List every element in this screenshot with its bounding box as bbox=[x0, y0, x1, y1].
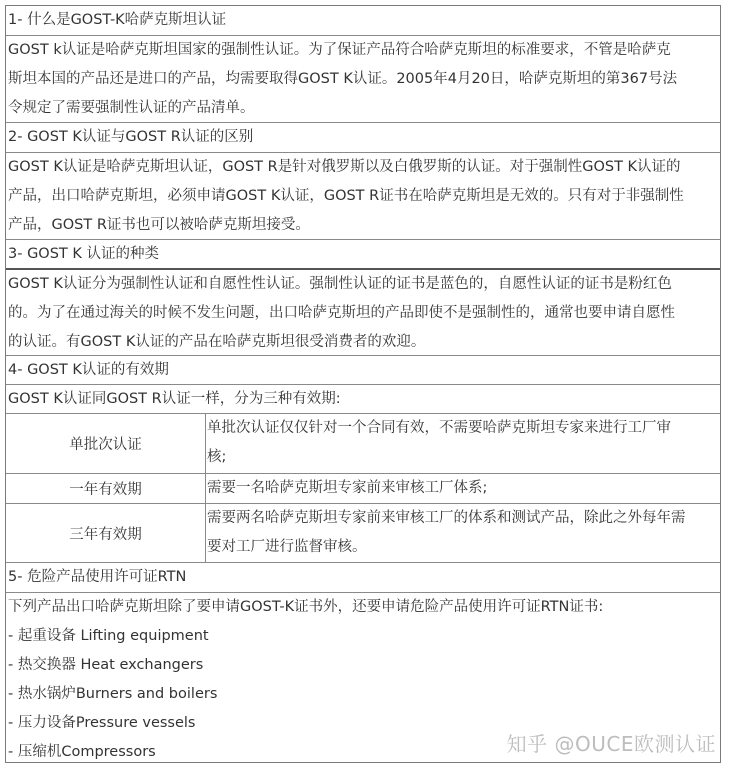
desc-line: 核; bbox=[207, 449, 227, 465]
section-2-body bbox=[6, 153, 720, 240]
heading-text: 1- 什么是GOST-K哈萨克斯坦认证 bbox=[8, 12, 227, 28]
desc-line: 要对工厂进行监督审核。 bbox=[207, 539, 367, 555]
section-1-body bbox=[6, 36, 720, 123]
validity-desc bbox=[207, 414, 720, 473]
section-4-heading bbox=[6, 356, 720, 385]
section-3-body bbox=[6, 270, 720, 356]
validity-type: 三年有效期 bbox=[6, 504, 206, 562]
body-line: 产品，GOST R证书也可以被哈萨克斯坦接受。 bbox=[8, 217, 310, 233]
desc-line: 需要两名哈萨克斯坦专家前来审核工厂的体系和测试产品，除此之外每年需 bbox=[207, 510, 686, 526]
body-line: GOST K认证是哈萨克斯坦认证，GOST R是针对俄罗斯以及白俄罗斯的认证。对于强制性GOST K认证的 bbox=[8, 159, 681, 175]
document-table bbox=[5, 5, 721, 763]
heading-text: 3- GOST K 认证的种类 bbox=[8, 246, 160, 262]
heading-text: 4- GOST K认证的有效期 bbox=[8, 362, 169, 378]
section-4-intro bbox=[6, 385, 720, 414]
list-item: - 热交换器 Heat exchangers bbox=[8, 657, 204, 673]
section-3-heading bbox=[6, 240, 720, 270]
body-line: GOST K认证分为强制性认证和自愿性性认证。强制性认证的证书是蓝色的，自愿性认证的证书是粉红色 bbox=[8, 276, 672, 292]
validity-row bbox=[6, 414, 720, 474]
validity-desc bbox=[207, 474, 720, 503]
intro-text: GOST K认证同GOST R认证一样，分为三种有效期: bbox=[8, 391, 341, 407]
validity-desc bbox=[207, 504, 720, 562]
heading-text: 5- 危险产品使用许可证RTN bbox=[8, 569, 187, 585]
validity-row bbox=[6, 474, 720, 504]
desc-line: 单批次认证仅仅针对一个合同有效，不需要哈萨克斯坦专家来进行工厂审 bbox=[207, 420, 671, 436]
section-2-heading bbox=[6, 123, 720, 153]
validity-type: 单批次认证 bbox=[6, 414, 206, 473]
intro-text: 下列产品出口哈萨克斯坦除了要申请GOST-K证书外，还要申请危险产品使用许可证RTN证书: bbox=[8, 599, 604, 615]
validity-row bbox=[6, 504, 720, 563]
heading-text: 2- GOST K认证与GOST R认证的区别 bbox=[8, 129, 254, 145]
body-line: 斯坦本国的产品还是进口的产品，均需要取得GOST K认证。2005年4月20日，哈萨克斯坦的第367号法 bbox=[8, 71, 678, 87]
validity-type: 一年有效期 bbox=[6, 474, 206, 503]
body-line: 的。为了在通过海关的时候不发生问题，出口哈萨克斯坦的产品即使不是强制性的，通常也要申请自愿性 bbox=[8, 305, 675, 321]
watermark: 知乎 @OUCE欧测认证 bbox=[506, 732, 716, 756]
list-item: - 压缩机Compressors bbox=[8, 744, 156, 760]
body-line: GOST k认证是哈萨克斯坦国家的强制性认证。为了保证产品符合哈萨克斯坦的标准要求，不管是哈萨克 bbox=[8, 42, 671, 58]
body-line: 产品，出口哈萨克斯坦，必须申请GOST K认证，GOST R证书在哈萨克斯坦是无效的。只有对于非强制性 bbox=[8, 188, 684, 204]
list-item: - 压力设备Pressure vessels bbox=[8, 715, 196, 731]
body-line: 的认证。有GOST K认证的产品在哈萨克斯坦很受消费者的欢迎。 bbox=[8, 334, 426, 350]
list-item: - 起重设备 Lifting equipment bbox=[8, 628, 209, 644]
body-line: 令规定了需要强制性认证的产品清单。 bbox=[8, 100, 255, 116]
desc-line: 需要一名哈萨克斯坦专家前来审核工厂体系; bbox=[207, 480, 488, 496]
list-item: - 热水锅炉Burners and boilers bbox=[8, 686, 218, 702]
section-5-heading bbox=[6, 563, 720, 593]
section-1-heading bbox=[6, 6, 720, 36]
